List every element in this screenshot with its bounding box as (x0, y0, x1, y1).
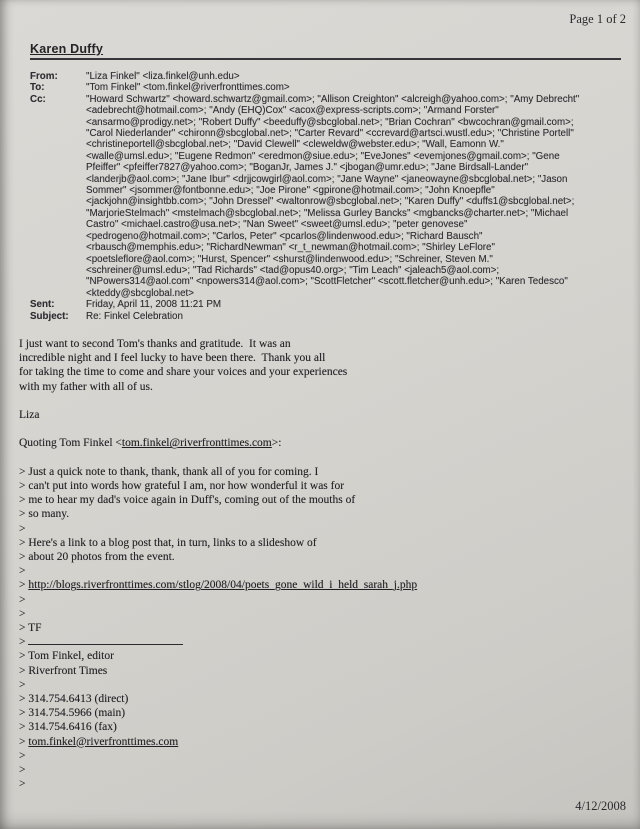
body-line (19, 507, 619, 521)
cc-line: <christineportell@sbcglobal.net>; "David Clewell" <cleweldw@webster.edu>; "Wall, Eamonn W." (86, 139, 504, 151)
cc-line: "MarjorieStelmach" <mstelmach@sbcglobal.net>; "Melissa Gurley Bancks" <mgbancks@charter.net>; "Michael (86, 207, 569, 219)
cc-line: "Carol Niederlander" <chironn@sbcglobal.net>; "Carter Revard" <ccrevard@artsci.wustl.edu>; "Christine Portell" (86, 128, 574, 140)
cc-line: "NPowers314@aol.com" <npowers314@aol.com>; "ScottFletcher" <scott.fletcher@unh.edu>; "Karen Tedesco" (86, 276, 568, 288)
body-text: > (19, 764, 26, 777)
body-text: > (19, 522, 26, 535)
cc-line: <rbausch@memphis.edu>; "RichardNewman" <r_t_newman@hotmail.com>; "Shirley LeFlore" (86, 242, 495, 254)
cc-line: <schreiner@umsl.edu>; "Tad Richards" <tad@opus40.org>; "Tim Leach" <jaleach5@aol.com>; (86, 264, 500, 276)
body-text: > Riverfront Times (19, 664, 108, 677)
body-line (19, 451, 619, 465)
link-text: http://blogs.riverfronttimes.com/stlog/2008/04/poets_gone_wild_i_held_sarah_j.php (28, 579, 418, 592)
cc-line: <adebrecht@hotmail.com>; "Andy (EHQ)Cox" <acox@express-scripts.com>; "Armand Forster" (86, 105, 499, 117)
body-text: > (19, 565, 26, 578)
page-number: Page 1 of 2 (569, 12, 626, 26)
body-text: > Just a quick note to thank, thank, thank all of you for coming. I (19, 465, 319, 478)
subject-value: Re: Finkel Celebration (86, 310, 183, 322)
body-line (19, 607, 619, 621)
body-line (19, 550, 619, 564)
sent-label: Sent: (30, 299, 55, 311)
cc-value (86, 94, 630, 299)
body-line (19, 777, 619, 791)
body-line (19, 380, 619, 394)
body-line (19, 649, 619, 663)
body-text: > (19, 749, 26, 762)
cc-line: <poetsleflore@aol.com>; "Hurst, Spencer" <shurst@lindenwood.edu>; "Schreiner, Steven M." (86, 253, 493, 265)
body-text: > (19, 579, 29, 592)
body-text: Quoting Tom Finkel < (19, 437, 122, 450)
body-line (19, 664, 619, 678)
cc-line: Castro" <michael.castro@usa.net>; "Nan Sweet" <sweet@umsl.edu>; "peter genovese" (86, 219, 468, 231)
body-text: > (19, 636, 29, 649)
header-divider (30, 58, 621, 60)
cc-line: <walle@umsl.edu>; "Eugene Redmon" <eredmon@siue.edu>; "EveJones" <evemjones@gmail.com>; "Gene (86, 150, 560, 162)
sent-value: Friday, April 11, 2008 11:21 PM (86, 299, 222, 311)
signature-divider (28, 635, 183, 645)
cc-line: Pfeiffer" <pfeiffer7827@yahoo.com>; "BoganJr, James J." <jbogan@umr.edu>; "Jane Birdsall-Lander" (86, 162, 529, 174)
from-label: From: (30, 71, 58, 82)
body-line (19, 692, 619, 706)
cc-line: <pedrogeno@hotmail.com>; "Carlos, Peter" <pcarlos@lindenwood.edu>; "Richard Bausch" (86, 230, 483, 242)
body-line (19, 522, 619, 536)
email-header-fields (30, 71, 630, 322)
body-text: I just want to second Tom's thanks and gratitude. It was an (19, 338, 291, 350)
subject-label: Subject: (30, 310, 69, 322)
body-line (19, 564, 619, 578)
body-text: > (19, 607, 26, 620)
cc-line: <kteddy@sbcglobal.net> (86, 287, 194, 299)
from-value: "Liza Finkel" <liza.finkel@unh.edu> (86, 71, 240, 82)
body-line (19, 536, 619, 550)
body-line (19, 493, 619, 507)
body-line (19, 479, 619, 493)
body-text: > (19, 593, 26, 606)
body-text: for taking the time to come and share your voices and your experiences (19, 366, 348, 379)
link-text: tom.finkel@riverfronttimes.com (28, 735, 179, 748)
body-text: > me to hear my dad's voice again in Duff's, coming out of the mouths of (19, 494, 356, 507)
body-text: > 314.754.6413 (direct) (19, 693, 129, 706)
body-line (19, 394, 619, 408)
body-text: > (19, 735, 29, 748)
body-text: Liza (19, 409, 40, 421)
body-line (19, 436, 619, 450)
body-text: > 314.754.6416 (fax) (19, 721, 117, 734)
body-line (19, 422, 619, 436)
body-text: > (19, 778, 26, 791)
body-line (19, 706, 619, 720)
cc-line: Sommer" <jsommer@fontbonne.edu>; "Joe Pirone" <gpirone@hotmail.com>; "John Knoepfle" (86, 185, 495, 197)
body-text: >: (271, 437, 282, 450)
body-line (19, 337, 619, 351)
body-line (19, 593, 619, 607)
cc-line: <landerjb@aol.com>; "Jane Ibur" <drjjcowgirl@aol.com>; "Jane Wayne" <janeowayne@sbcglobal.net>; "Jason (86, 173, 568, 185)
body-line (19, 635, 619, 649)
link-text: tom.finkel@riverfronttimes.com (121, 437, 272, 450)
body-text: > 314.754.5966 (main) (19, 707, 126, 720)
body-text: incredible night and I feel lucky to have been there. Thank you all (19, 352, 326, 365)
body-text: > so many. (19, 508, 70, 521)
cc-line: <jackjohn@insightbb.com>; "John Dressel" <waltonrow@sbcglobal.net>; "Karen Duffy" <duffs1@sbcglobal.net>; (86, 196, 575, 208)
mailbox-owner-name: Karen Duffy (30, 42, 104, 56)
body-text: with my father with all of us. (19, 380, 153, 393)
email-body (19, 337, 619, 791)
body-text: > Here's a link to a blog post that, in turn, links to a slideshow of (19, 536, 317, 549)
body-line (19, 365, 619, 379)
body-line (19, 720, 619, 734)
body-line (19, 749, 619, 763)
body-line (19, 678, 619, 692)
body-text: > Tom Finkel, editor (19, 650, 114, 663)
to-value: "Tom Finkel" <tom.finkel@riverfronttimes.com> (86, 82, 290, 94)
body-line (19, 578, 619, 592)
body-text: > can't put into words how grateful I am, nor how wonderful it was for (19, 479, 345, 492)
body-text: > (19, 678, 26, 691)
body-text: > about 20 photos from the event. (19, 551, 175, 563)
body-line (19, 763, 619, 777)
body-text: > TF (19, 622, 42, 635)
body-line (19, 408, 619, 422)
cc-line: <ansarmo@prodigy.net>; "Robert Duffy" <beeduffy@sbcglobal.net>; "Brian Cochran" <bwcochran@gmail.com>; (86, 116, 574, 128)
body-line (19, 351, 619, 365)
cc-label: Cc: (30, 93, 46, 105)
body-line (19, 735, 619, 749)
cc-line: "Howard Schwartz" <howard.schwartz@gmail.com>; "Allison Creighton" <alcreigh@yahoo.com>; "Amy Debrecht" (86, 93, 580, 105)
body-line (19, 465, 619, 479)
to-label: To: (30, 82, 45, 94)
print-date: 4/12/2008 (575, 799, 626, 813)
body-line (19, 621, 619, 635)
